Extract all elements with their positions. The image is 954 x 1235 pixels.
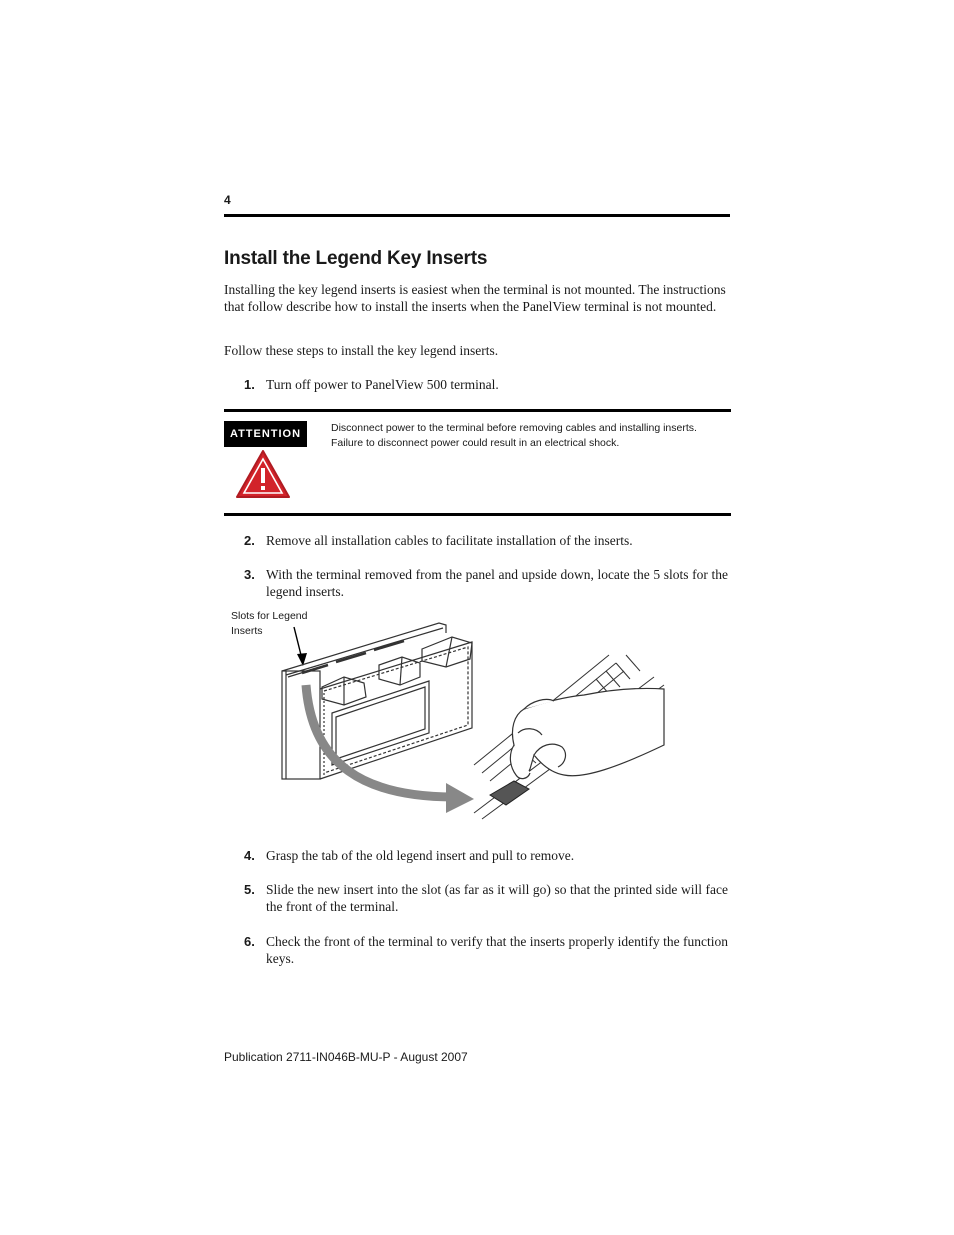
follow-paragraph: Follow these steps to install the key legend inserts. [224,343,499,358]
step-number: 2. [244,533,255,548]
step-text: Turn off power to PanelView 500 terminal. [266,377,499,392]
legend-insert-illustration [224,605,674,830]
step-text: Grasp the tab of the old legend insert and pull to remove. [266,848,575,863]
intro-paragraph: Installing the key legend inserts is easiest when the terminal is not mounted. The instructions that follow describe how to install the inserts when the PanelView terminal is not mounted. [224,282,726,314]
step-number: 3. [244,567,255,582]
header-rule [224,214,730,217]
publication-footer: Publication 2711-IN046B-MU-P - August 2007 [224,1050,468,1064]
attention-text: Disconnect power to the terminal before removing cables and installing inserts. Failure to disconnect power could result in an electrical shock. [331,422,697,449]
step-text: Slide the new insert into the slot (as far as it will go) so that the printed side will face the front of the terminal. [266,882,728,914]
step-number: 5. [244,882,255,897]
step-text: With the terminal removed from the panel and upside down, locate the 5 slots for the legend inserts. [266,567,728,599]
attention-top-rule [224,409,731,412]
step-number: 4. [244,848,255,863]
section-title: Install the Legend Key Inserts [224,248,488,269]
warning-triangle-icon [234,448,292,505]
page-number: 4 [224,193,231,207]
attention-bottom-rule [224,513,731,516]
step-text: Check the front of the terminal to verify that the inserts properly identify the function keys. [266,934,728,966]
figure-callout-label: Slots for Legend Inserts [231,610,308,637]
step-number: 6. [244,934,255,949]
step-text: Remove all installation cables to facilitate installation of the inserts. [266,533,633,548]
attention-badge: ATTENTION [224,421,307,447]
step-number: 1. [244,377,255,392]
